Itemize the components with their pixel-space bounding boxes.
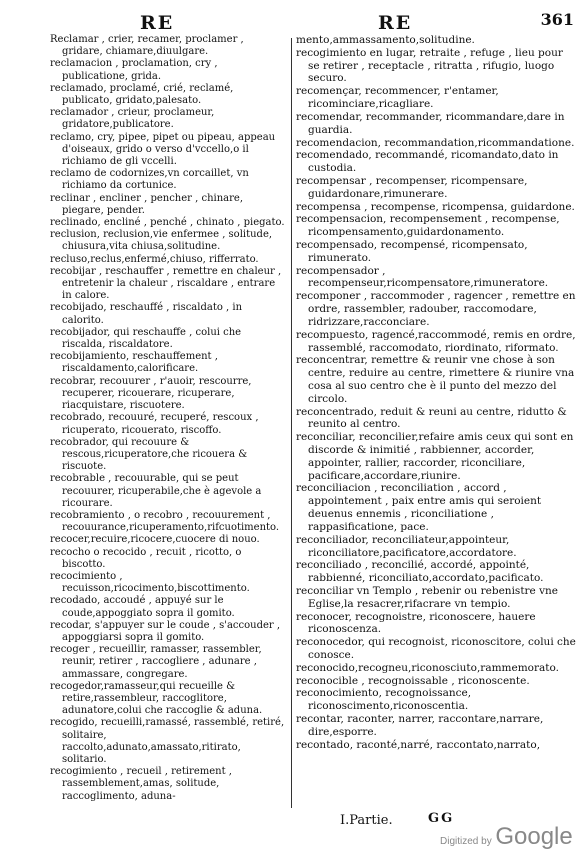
dictionary-entry: reclinado, encliné , penché , chinato , piegato. <box>50 217 285 229</box>
dictionary-entry: recompensa , recompense, ricompensa, guidardone. <box>296 200 575 213</box>
gathering-mark: GG <box>428 811 455 826</box>
dictionary-entry: recomponer , raccommoder , ragencer , remettre en ordre, rassembler, radouber, raccomodare, ridrizzare,racconciare. <box>296 290 576 328</box>
dictionary-entry: recompensar , recompenser, ricompensare, guidardonare,rimunerare. <box>296 174 528 200</box>
dictionary-entry: reclamo de codornizes,vn corcaillet, vn richiamo da cortunice. <box>50 168 249 192</box>
dictionary-entry: recobrado, recouuré, recuperé, rescoux , ricuperato, ricouerato, riscoffo. <box>50 412 259 436</box>
dictionary-entry: recocer,recuire,ricocere,cuocere di nouo. <box>50 534 260 546</box>
dictionary-entry: recogido, recueilli,ramassé, rassemblé, retiré, solitaire, raccolto,adunato,amassato,ritirato, solitario. <box>50 717 285 765</box>
right-running-head: RE <box>378 12 413 34</box>
dictionary-entry: recompensacion, recompensement , recompense, ricompensamento,guidardonamento. <box>296 213 560 239</box>
digitized-watermark <box>440 823 573 851</box>
dictionary-entry: reclamo, cry, pipee, pipet ou pipeau, appeau d'oiseaux, grido o verso d'vccello,o il richiamo de gli vccelli. <box>50 131 276 168</box>
dictionary-entry: reconciliado , reconcilié, accordé, appointé, rabbienné, riconciliato,accordato,pacificato. <box>296 559 544 585</box>
dictionary-entry: recocho o recocido , recuit , ricotto, o biscotto. <box>50 546 242 570</box>
page-number: 361 <box>540 10 574 29</box>
digitized-prefix: Digitized by <box>440 836 492 847</box>
dictionary-entry: reconciliacion , reconciliation , accord , appointement , paix entre amis qui seroient deuenus ennemis , riconciliatione , rappasificatione, pace. <box>296 482 542 533</box>
dictionary-entry: recompensador , recompenseur,ricompensatore,rimuneratore. <box>296 264 549 290</box>
dictionary-entry: reclamador , crieur, proclameur, gridatore,publicatore. <box>50 107 215 131</box>
google-logo: Google <box>495 823 573 850</box>
dictionary-entry: mento,ammassamento,solitudine. <box>296 34 475 46</box>
dictionary-entry: reconocido,recogneu,riconosciuto,rammemorato. <box>296 661 559 674</box>
left-running-head: RE <box>140 12 175 34</box>
column-divider <box>291 38 292 808</box>
dictionary-entry: recodar, s'appuyer sur le coude , s'accouder , appoggiarsi sopra il gomito. <box>50 619 281 643</box>
dictionary-entry: reconcentrado, reduit & reuni au centre, ridutto & reunito al centro. <box>296 405 567 431</box>
dictionary-entry: Reclamar , crier, recamer, proclamer , gridare, chiamare,diuulgare. <box>50 34 244 58</box>
dictionary-entry: recompensado, recompensé, ricompensato, rimunerato. <box>296 239 528 264</box>
dictionary-entry: recodado, accoudé , appuyé sur le coude,appoggiato sopra il gomito. <box>50 595 235 619</box>
dictionary-entry: reconocedor, qui recognoist, riconoscitore, colui che conosce. <box>296 636 576 661</box>
dictionary-entry: recontar, raconter, narrer, raccontare,narrare, dire,esporre. <box>296 713 544 738</box>
dictionary-entry: recoger , recueillir, ramasser, rassembler, reunir, retirer , raccogliere , adunare , ammassare, congregare. <box>50 644 262 680</box>
dictionary-entry: recobrar, recouurer , r'auoir, rescourre, recuperer, ricouerare, ricuperare, riacquistare, riscuotere. <box>50 375 252 412</box>
dictionary-entry: recontado, raconté,narré, raccontato,narrato, <box>296 738 541 751</box>
dictionary-entry: reclusion, reclusion,vie enfermee , solitude, chiusura,vita chiusa,solitudine. <box>50 229 273 253</box>
dictionary-entry: recobramiento , o recobro , recouurement , recouurance,ricuperamento,rifcuotimento. <box>50 509 280 534</box>
left-column <box>50 34 286 803</box>
dictionary-entry: recomendado, recommandé, ricomandato,dato in custodia. <box>296 149 559 175</box>
right-column <box>296 34 576 752</box>
dictionary-entry: recluso,reclus,enfermé,chiuso, rifferrato. <box>50 253 259 265</box>
dictionary-entry: reclinar , encliner , pencher , chinare, piegare, pender. <box>50 192 243 216</box>
dictionary-entry: recomendar, recommander, ricommandare,dare in guardia. <box>296 110 565 136</box>
signature-mark: I.Partie. <box>340 813 393 828</box>
dictionary-entry: reconcentrar, remettre & reunir vne chose à son centre, reduire au centre, rimettere & riunire vna cosa al suo centro che è il punto del mezzo del circolo. <box>296 354 575 405</box>
dictionary-entry: recobijar , reschauffer , remettre en chaleur , entretenir la chaleur , riscaldare , entrare in calore. <box>50 265 282 302</box>
dictionary-entry: reclamado, proclamé, crié, reclamé, publicato, gridato,palesato. <box>50 82 234 107</box>
dictionary-entry: recobrador, qui recouure & rescous,ricuperatore,che ricouera & riscuote. <box>50 436 248 473</box>
dictionary-entry: recomençar, recommencer, r'entamer, ricominciare,ricagliare. <box>296 85 499 111</box>
dictionary-entry: recogedor,ramasseur,qui recueille & retire,rassembleur, raccoglitore, adunatore,colui che raccoglie & aduna. <box>50 680 263 717</box>
dictionary-entry: reconocible , recognoissable , riconoscente. <box>296 674 530 687</box>
dictionary-entry: recogimiento , recueil , retirement , rassemblement,amas, solitude, raccoglimento, aduna- <box>50 766 232 802</box>
dictionary-entry: recomendacion, recommandation,ricommandatione. <box>296 136 575 149</box>
dictionary-entry: reconciliar, reconcilier,refaire amis ceux qui sont en discorde & inimitié , rabbienner, accorder, appointer, rallier, raccorder, riconciliare, pacificare,accordare,riunire. <box>296 431 574 482</box>
dictionary-entry: reconocer, recognoistre, riconoscere, hauere riconoscenza. <box>296 610 536 636</box>
dictionary-entry: recobrable , recouurable, qui se peut recouurer, ricuperabile,che è agevole a ricourare. <box>50 473 262 509</box>
dictionary-entry: reconciliador, reconciliateur,appointeur, riconciliatore,pacificatore,accordatore. <box>296 533 517 559</box>
dictionary-entry: reconocimiento, recognoissance, riconoscimento,riconoscentia. <box>296 687 472 713</box>
dictionary-entry: recobijador, qui reschauffe , colui che riscalda, riscaldatore. <box>50 326 242 351</box>
dictionary-entry: reconciliar vn Templo , rebenir ou rebenistre vne Eglise,la resacrer,rifacrare vn tempio. <box>296 584 559 610</box>
dictionary-entry: reclamacion , proclamation, cry , publicatione, grida. <box>50 58 218 82</box>
dictionary-entry: recogimiento en lugar, retraite , refuge , lieu pour se retirer , receptacle , ritratta , rifugio, luogo securo. <box>296 46 563 85</box>
dictionary-entry: recobijado, reschauffé , riscaldato , in calorito. <box>50 302 243 326</box>
dictionary-entry: recompuesto, ragencé,raccommodé, remis en ordre, rassemblé, raccomodato, riordinato, riformato. <box>296 328 576 354</box>
dictionary-entry: recocimiento , recuisson,ricocimento,biscottimento. <box>50 570 250 595</box>
dictionary-entry: recobijamiento, reschauffement , riscaldamento,calorificare. <box>50 351 218 375</box>
